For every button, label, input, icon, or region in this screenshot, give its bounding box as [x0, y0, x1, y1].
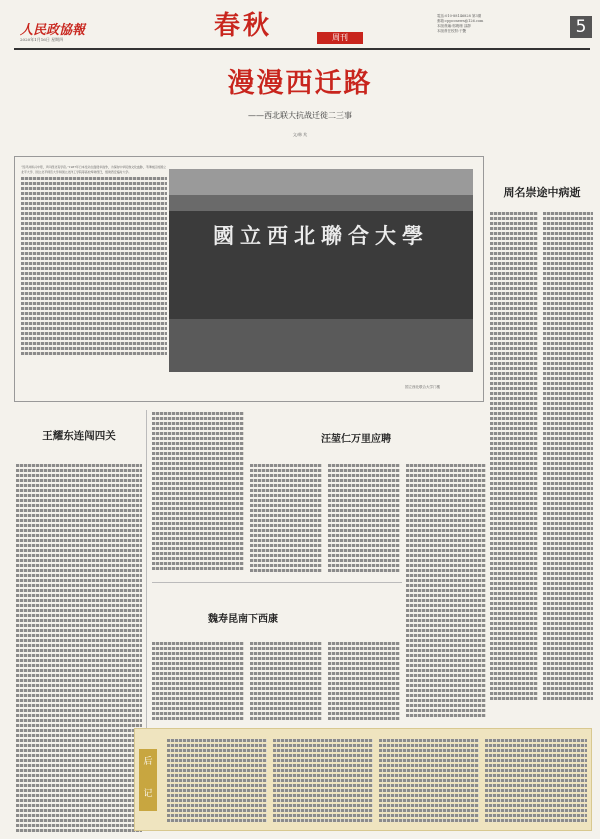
article-wang-kun-title: 汪堃仁万里应聘 — [321, 434, 391, 445]
lead-intro-text — [21, 165, 167, 390]
subheadline: ——西北联大抗战迁徙二三事 — [248, 111, 352, 120]
postscript-text-b — [273, 737, 373, 825]
issue-date: 2020年1月16日 星期四 — [20, 37, 64, 42]
newspaper-logo: 人民政協報 — [20, 23, 86, 38]
postscript-text-d — [485, 737, 587, 825]
photo-ground — [169, 319, 473, 372]
article-divider — [152, 582, 402, 583]
article-middle-text-a — [152, 410, 244, 572]
section-title: 春秋 — [214, 11, 273, 41]
postscript-box — [134, 728, 592, 831]
postscript-label-bottom: 记 — [143, 789, 153, 799]
masthead-rule — [14, 48, 590, 50]
article-wei-text-b — [328, 640, 400, 722]
photo-gate-roof — [169, 195, 473, 211]
article-wang-title: 王耀东连闯四关 — [42, 430, 116, 442]
byline: 文/韩 兆 — [292, 132, 308, 137]
edition-info-line: 邵靜 — [463, 24, 471, 28]
page-number-badge: 5 — [570, 16, 592, 38]
edition-info-line: 郵箱:cppccnews@126.com — [437, 19, 484, 23]
edition-info-line: 本版責編:郭曉珊 — [437, 24, 463, 28]
edition-info-line: 本版責任校對:于艷 — [437, 29, 467, 33]
masthead — [14, 10, 590, 50]
article-zhou-text-a — [490, 210, 538, 708]
article-zhou-title: 周名崇途中病逝 — [503, 186, 581, 199]
lead-article-box — [14, 156, 484, 402]
postscript-text-c — [379, 737, 479, 825]
edition-info-line: 電話:010-88146828 — [437, 14, 471, 18]
article-wang-kun-text-c — [406, 462, 486, 718]
article-wang-kun-text-a — [250, 462, 322, 574]
section-tag: 周刊 — [317, 32, 363, 44]
postscript-text-a — [167, 737, 267, 825]
photo-gate-sign: 國立西北聯合大學 — [213, 223, 429, 248]
lead-photo — [169, 169, 473, 372]
article-wei-text-a — [250, 640, 322, 722]
article-wang-kun-text-b — [328, 462, 400, 574]
article-wei-title: 魏寿昆南下西康 — [208, 614, 278, 625]
postscript-label — [139, 749, 157, 811]
article-middle-text-b — [152, 640, 244, 722]
edition-info-line: 第3期 — [471, 14, 482, 18]
headline: 漫漫西迁路 — [227, 68, 373, 99]
lead-intro-quote: “连环并和兴中原，声问西北有学府。”1937年日本发动全面侵华战争，为保存中华民族文化血脉，平津地区的国立北平大学、国立北平师范大学和国立北洋工学院等高校奉命西迁，组建西安临时大学。 — [21, 165, 166, 174]
postscript-label-top: 后 — [143, 757, 153, 767]
article-zhou-text-b — [543, 210, 593, 708]
edition-info — [437, 14, 557, 34]
photo-caption: 国立西北联合大学门楼 — [405, 385, 440, 389]
article-wang-text — [16, 462, 142, 832]
